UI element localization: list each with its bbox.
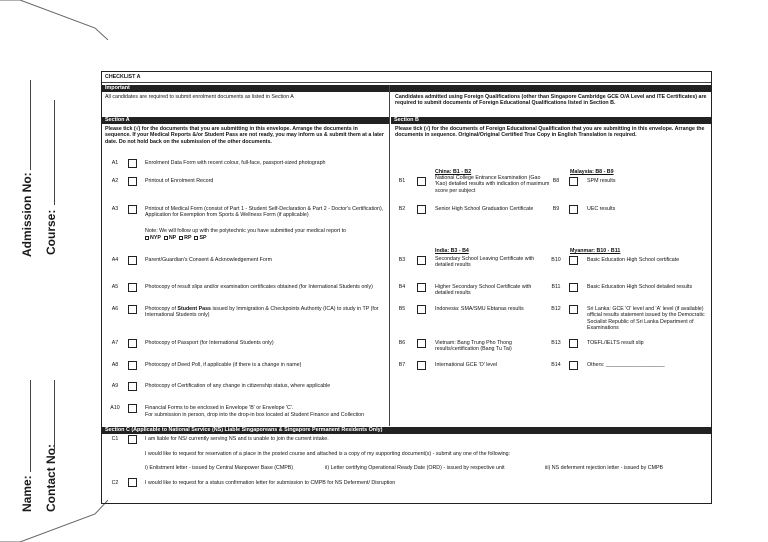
item-b11-text: Basic Education High School detailed results (587, 284, 693, 290)
polytechnic-options (145, 235, 385, 241)
item-c1-text: I am liable for NS/ currently serving NS and is unable to join the current intake. (145, 436, 329, 442)
divider (102, 82, 711, 83)
corner-fold-top (0, 0, 110, 40)
item-a5-checkbox[interactable] (128, 283, 137, 292)
india-header: India: B3 - B4 (435, 248, 469, 254)
item-b5-number: B5 (398, 306, 406, 312)
malaysia-header: Malaysia: B8 - B9 (570, 169, 614, 175)
item-b7-checkbox[interactable] (417, 361, 426, 370)
item-b4-checkbox[interactable] (417, 283, 426, 292)
admission-no-line[interactable] (30, 80, 31, 170)
item-a3-text: Printout of Medical Form (consist of Part 1 - Student Self-Declaration & Part 2 - Doctor's Certification), Application for Exemption from Sports & Wellness Form (if applicable) (145, 206, 384, 219)
name-label: Name: (20, 475, 34, 512)
contact-no-line[interactable] (54, 380, 55, 452)
item-b13-checkbox[interactable] (569, 339, 578, 348)
section-a-bar: Section A (102, 117, 711, 124)
section-b-intro: Please tick (√) for the documents of Foreign Educational Qualification that you are submitting in this envelope. Arrange the documents in sequence. Original/Original Certified True Copy in English Translation is required. (395, 126, 705, 139)
section-b-title: Section B (390, 117, 711, 124)
item-a3-checkbox[interactable] (128, 205, 137, 214)
item-b5-text: Indonesia: SMA/SMU Ebtanas results (435, 306, 524, 312)
item-a5-number: A5 (111, 284, 119, 290)
item-a7-text: Photocopy of Passport (for International Students only) (145, 340, 274, 346)
checklist-title: CHECKLIST A (105, 74, 141, 80)
item-c1-request: I would like to request for reservation of a place in the posted course and attached is a copy of my supporting document(s) - submit any one of the following: (145, 451, 511, 457)
item-b5-checkbox[interactable] (417, 305, 426, 314)
poly-rp-label: RP (184, 235, 192, 241)
item-b10-checkbox[interactable] (569, 256, 578, 265)
item-a9-text: Photocopy of Certification of any change in citizenship status, where applicable (145, 383, 331, 389)
poly-nyp-checkbox[interactable] (145, 236, 149, 240)
item-b7-number: B7 (398, 362, 406, 368)
item-b10-number: B10 (551, 257, 561, 263)
item-a8-checkbox[interactable] (128, 361, 137, 370)
name-line[interactable] (30, 380, 31, 472)
item-b6-number: B6 (398, 340, 406, 346)
item-b3-number: B3 (398, 257, 406, 263)
item-a8-text: Photocopy of Deed Poll, if applicable (if there is a change in name) (145, 362, 302, 368)
item-a7-number: A7 (111, 340, 119, 346)
item-a2-text: Printout of Enrolment Record (145, 178, 214, 184)
item-a10-checkbox[interactable] (128, 404, 137, 413)
item-b1-text: National College Entrance Examination (Gao 'Kao) detailed results with indication of maximum score per subject (435, 175, 550, 194)
important-bar: Important (102, 85, 711, 92)
item-b14-checkbox[interactable] (569, 361, 578, 370)
item-a8-number: A8 (111, 362, 119, 368)
item-a3-number: A3 (111, 206, 119, 212)
item-a9-checkbox[interactable] (128, 382, 137, 391)
item-c2-text: I would like to request for a status confirmation letter for submission to CMPB for NS Deferment/ Disruption (145, 480, 396, 486)
item-b2-checkbox[interactable] (417, 205, 426, 214)
item-b1-number: B1 (398, 178, 406, 184)
section-a-intro: Please tick (√) for the documents that you are submitting in this envelope. Arrange the documents in sequence. If your Medical Reports &/or Student Pass are not ready, you may inform us & submit them at a later date. Do not hold back on the submission of the other documents. (105, 126, 384, 145)
item-b14-number: B14 (551, 362, 561, 368)
item-a10-number: A10 (110, 405, 120, 411)
item-b14-text: Others: ____________________ (587, 362, 665, 368)
item-a2-checkbox[interactable] (128, 177, 137, 186)
item-a10-text-2: For submission in person, drop into the drop-in box located at Student Finance and Collection (145, 412, 365, 418)
option-ord-letter: ii) Letter certifying Operational Ready Date (ORD) - issued by respective unit (325, 465, 505, 471)
item-a6-checkbox[interactable] (128, 305, 137, 314)
item-b6-text: Vietnam: Bang Trung Pho Thong results/certification (Bang Tu Tai) (435, 340, 512, 353)
center-divider (389, 85, 390, 426)
poly-sp-checkbox[interactable] (194, 236, 198, 240)
option-enlistment-letter: i) Enlistment letter - issued by Central Manpower Base (CMPB) (145, 465, 294, 471)
item-b2-text: Senior High School Graduation Certificate (435, 206, 534, 212)
item-a4-number: A4 (111, 257, 119, 263)
item-b3-checkbox[interactable] (417, 256, 426, 265)
important-left-text: All candidates are required to submit enrolment documents as listed in Section A (105, 94, 294, 100)
myanmar-header: Myanmar: B10 - B11 (570, 248, 621, 254)
item-a7-checkbox[interactable] (128, 339, 137, 348)
item-b8-checkbox[interactable] (569, 177, 578, 186)
item-a10-text: Financial Forms to be enclosed in Envelope 'B' or Envelope 'C'. (145, 405, 294, 411)
item-c1-checkbox[interactable] (128, 435, 137, 444)
item-a5-text: Photocopy of result slips and/or examination certificates obtained (for International Students only) (145, 284, 373, 290)
item-b12-checkbox[interactable] (569, 305, 578, 314)
item-b6-checkbox[interactable] (417, 339, 426, 348)
item-b9-number: B9 (552, 206, 560, 212)
item-b10-text: Basic Education High School certificate (587, 257, 680, 263)
course-label: Course: (44, 209, 58, 255)
item-b9-text: UEC results (587, 206, 616, 212)
item-b9-checkbox[interactable] (569, 205, 578, 214)
course-line[interactable] (54, 100, 55, 205)
item-b12-text: Sri Lanka: GCE 'O' level and 'A' level (if available) official results statement issued by the Democratic Socialist Republic of Sri Lanka Department of Examinations (587, 306, 705, 332)
item-a1-checkbox[interactable] (128, 159, 137, 168)
china-header: China: B1 - B2 (435, 169, 472, 175)
item-b4-number: B4 (398, 284, 406, 290)
item-a6-text: Photocopy of Student Pass issued by Immigration & Checkpoints Authority (ICA) to study in TP (for International Students only) (145, 306, 379, 319)
item-a2-number: A2 (111, 178, 119, 184)
poly-np-checkbox[interactable] (164, 236, 168, 240)
poly-nyp-label: NYP (150, 235, 161, 241)
item-a4-text: Parent/Guardian's Consent & Acknowledgement Form (145, 257, 273, 263)
poly-np-label: NP (168, 235, 177, 241)
item-b13-number: B13 (551, 340, 561, 346)
item-a4-checkbox[interactable] (128, 256, 137, 265)
item-b7-text: International GCE 'O' level (435, 362, 498, 368)
item-b3-text: Secondary School Leaving Certificate with detailed results (435, 256, 535, 269)
admission-no-label: Admission No: (20, 172, 34, 257)
checklist-form (101, 71, 712, 504)
item-b11-number: B11 (551, 284, 561, 290)
item-c2-number: C2 (111, 480, 119, 486)
contact-no-label: Contact No: (44, 444, 58, 512)
item-a6-number: A6 (111, 306, 119, 312)
item-b8-text: SPM results (587, 178, 616, 184)
item-b8-number: B8 (552, 178, 560, 184)
item-a9-number: A9 (111, 383, 119, 389)
important-right-text: Candidates admitted using Foreign Qualifications (other than Singapore Cambridge GCE O/A Level and ITE Certificates) are required to submit documents of Foreign Educational Qualifications listed in Section B. (395, 94, 707, 107)
section-c-bar: Section C (Applicable to National Service (NS) Liable Singaporeans & Singapore Permanent Residents Only) (102, 427, 711, 434)
item-b1-checkbox[interactable] (417, 177, 426, 186)
item-b2-number: B2 (398, 206, 406, 212)
option-deferment-rejection: iii) NS deferment rejection letter - issued by CMPB (545, 465, 664, 471)
poly-rp-checkbox[interactable] (179, 236, 183, 240)
poly-sp-label: SP (199, 235, 207, 241)
item-c2-checkbox[interactable] (128, 478, 137, 487)
item-b13-text: TOEFL/IELTS result slip (587, 340, 644, 346)
item-a1-number: A1 (111, 160, 119, 166)
polytechnic-note: Note: We will follow up with the polytechnic you have submitted your medical report to (145, 228, 346, 234)
item-c1-number: C1 (111, 436, 119, 442)
item-a1-text: Enrolment Data Form with recent colour, full-face, passport-sized photograph (145, 160, 326, 166)
item-b11-checkbox[interactable] (569, 283, 578, 292)
item-b12-number: B12 (551, 306, 561, 312)
item-b4-text: Higher Secondary School Certificate with detailed results (435, 284, 532, 297)
